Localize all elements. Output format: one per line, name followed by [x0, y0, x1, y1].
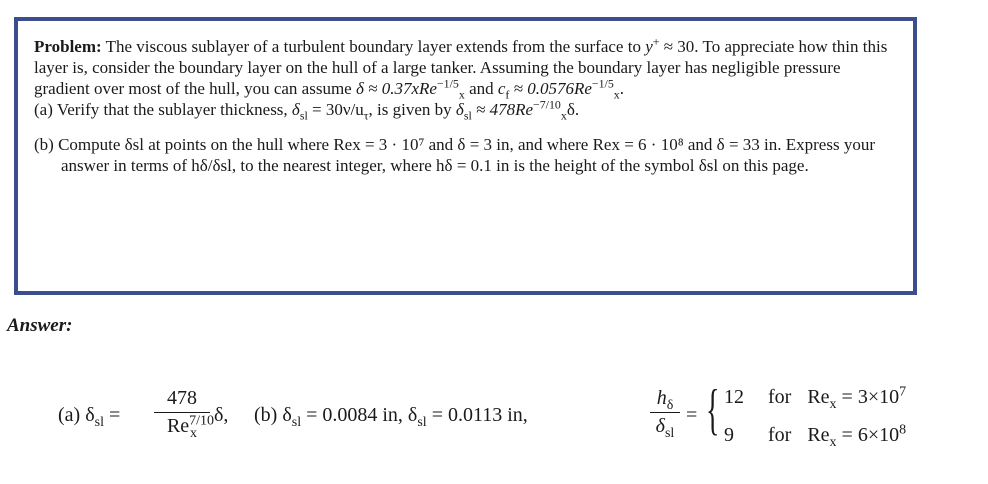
- case-for: for: [768, 386, 792, 408]
- math-y: y: [645, 37, 653, 56]
- answer-a-rhs: δ,: [214, 404, 229, 426]
- problem-text: and: [464, 79, 498, 98]
- math-exp: 7: [899, 384, 907, 400]
- math-dsl: δ: [455, 100, 464, 119]
- math-exp: −7/10: [533, 97, 561, 112]
- math-sub: x: [613, 87, 620, 102]
- math-exp: −1/5: [436, 76, 459, 91]
- math-exp: 8: [899, 422, 907, 438]
- answer-a-label: (a) δ: [58, 404, 95, 426]
- math-sub: δ: [666, 398, 674, 413]
- part-b-label: (b): [34, 135, 54, 154]
- math-sub: f: [505, 87, 510, 102]
- math-h: h: [656, 387, 667, 409]
- math-dsl: δ: [291, 100, 300, 119]
- case-for: for: [768, 424, 792, 446]
- fraction-a-numerator: 478: [167, 387, 197, 409]
- math-sub: sl: [417, 415, 427, 430]
- math-cf-rhs: ≈ 0.0576Re: [509, 79, 592, 98]
- fraction-b-numerator: [650, 386, 680, 412]
- left-brace: {: [706, 379, 720, 441]
- part-a-label: (a): [34, 100, 53, 119]
- fraction-b-denominator: [650, 413, 680, 439]
- case-1-value: 12: [724, 386, 744, 408]
- math-sub: sl: [291, 415, 302, 430]
- case-2-value: 9: [724, 424, 734, 446]
- problem-label: Problem:: [34, 37, 102, 56]
- problem-box: [14, 17, 917, 295]
- math-exp: −1/5: [591, 76, 614, 91]
- math-sub: x: [560, 108, 567, 123]
- math-sub: x: [829, 435, 837, 450]
- math-sub: x: [458, 87, 465, 102]
- math-sub: sl: [664, 426, 675, 441]
- math-equals: =: [103, 404, 121, 426]
- math-sub: x: [190, 426, 198, 441]
- answer-b-value-2: = 0.0113 in,: [426, 404, 528, 426]
- answer-heading: Answer:: [7, 315, 73, 336]
- math-plus: +: [652, 34, 660, 49]
- math-delta: δ: [655, 415, 665, 437]
- math-re: Re: [807, 424, 830, 446]
- problem-text: The viscous sublayer of a turbulent boundary layer extends from the surface to: [101, 37, 646, 56]
- problem-text: ≈ 30. To appreciate how thin this layer is, consider the boundary layer on the hull of a large tanker. Assuming the boundary layer has negligible pressure gradient over most of the hull, you can assume: [34, 37, 888, 98]
- math-delta-expr: δ ≈ 0.37xRe: [355, 79, 437, 98]
- part-a-text: , is given by: [368, 100, 456, 119]
- part-a: [34, 97, 899, 123]
- math-exp: 7/10: [189, 413, 215, 429]
- case-1: [724, 384, 907, 412]
- answer-b-value-1: = 0.0084 in, δ: [301, 404, 418, 426]
- math-cf: c: [497, 79, 506, 98]
- math-equals: =: [686, 404, 698, 426]
- math-rhs: ≈ 478Re: [471, 100, 534, 119]
- math-sub: sl: [94, 415, 104, 430]
- answer-b-label: (b) δ: [254, 404, 292, 426]
- math-re: Re: [807, 386, 830, 408]
- math-end: δ.: [566, 100, 580, 119]
- case-2: [724, 422, 907, 450]
- case-1-rhs: = 3×10: [836, 386, 900, 408]
- fraction-b: [650, 386, 680, 439]
- case-2-rhs: = 6×10: [836, 424, 900, 446]
- answer-b: [254, 404, 528, 430]
- math-eq: = 30ν/u: [307, 100, 364, 119]
- problem-statement: [34, 34, 899, 102]
- math-sub: τ: [363, 108, 369, 123]
- part-b-text: Compute δsl at points on the hull where Rex = 3 · 10⁷ and δ = 3 in, and where Rex = 6 · 10⁸ and δ = 33 in. Express your answer in terms of hδ/δsl, to the nearest integer, where hδ = 0.1 in is the height of the symbol δsl on this page.: [53, 135, 875, 175]
- math-re: Re: [166, 415, 190, 437]
- answer-a-lhs: [58, 404, 121, 430]
- problem-text: .: [619, 79, 624, 98]
- math-sub: x: [829, 397, 837, 412]
- math-sub: sl: [299, 108, 308, 123]
- answer-block: [58, 380, 983, 460]
- part-b: [34, 134, 899, 176]
- fraction-a: [154, 386, 215, 441]
- fraction-a-denominator: [154, 413, 215, 441]
- part-a-text: Verify that the sublayer thickness,: [52, 100, 292, 119]
- math-sub: sl: [463, 108, 472, 123]
